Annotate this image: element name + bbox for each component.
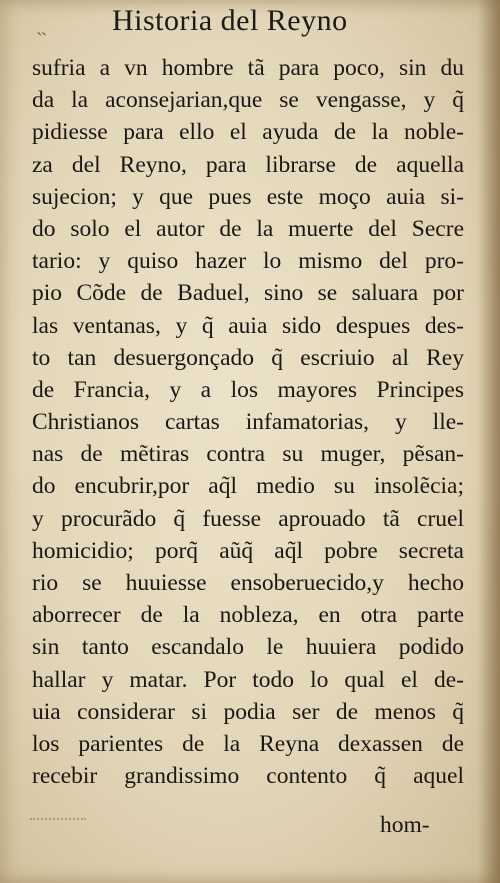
text-line: sujecion; y que pues este moço auia si- xyxy=(32,183,464,210)
catchword: hom- xyxy=(380,812,430,838)
text-line: pio Cõde de Baduel, sino se saluara por xyxy=(32,280,464,307)
text-line: nas de mẽtiras contra su muger, pẽsan- xyxy=(32,441,464,468)
text-line: da la aconsejarian,que se vengasse, y q̃ xyxy=(32,87,464,114)
text-line: za del Reyno, para librarse de aquella xyxy=(32,151,464,178)
text-line: las ventanas, y q̃ auia sido despues des- xyxy=(32,312,464,339)
text-line: tario: y quiso hazer lo mismo del pro- xyxy=(32,248,464,275)
text-line: Christianos cartas infamatorias, y lle- xyxy=(32,409,464,436)
text-line: de Francia, y a los mayores Principes xyxy=(32,376,464,403)
text-line: sufria a vn hombre tã para poco, sin du xyxy=(32,55,464,81)
text-line: homicidio; porq̃ aũq̃ aq̃l pobre secreta xyxy=(32,537,464,564)
text-line: pidiesse para ello el ayuda de la noble- xyxy=(32,119,464,146)
header-ornament: ˎˎ xyxy=(36,12,46,36)
text-line: recebir grandissimo contento q̃ aquel xyxy=(32,763,464,790)
text-line: do solo el autor de la muerte del Secre xyxy=(32,215,464,242)
text-line: do encubrir,por aq̃l medio su insolẽcia; xyxy=(32,473,464,500)
text-line: sin tanto escandalo le huuiera podido xyxy=(32,634,464,661)
text-line: aborrecer de la nobleza, en otra parte xyxy=(32,602,464,629)
gutter-shadow xyxy=(478,0,500,883)
printer-mark xyxy=(30,808,86,820)
text-line: uia considerar si podia ser de menos q̃ xyxy=(32,698,464,725)
running-head: Historia del Reyno xyxy=(112,4,348,37)
text-line: y procurãdo q̃ fuesse aprouado tã cruel xyxy=(32,505,464,532)
text-line: los parientes de la Reyna dexassen de xyxy=(32,730,464,757)
text-line: to tan desuergonçado q̃ escriuio al Rey xyxy=(32,344,464,371)
body-text xyxy=(32,52,464,792)
text-line: rio se huuiesse ensoberuecido,y hecho xyxy=(32,570,464,596)
text-line: hallar y matar. Por todo lo qual el de- xyxy=(32,666,464,693)
